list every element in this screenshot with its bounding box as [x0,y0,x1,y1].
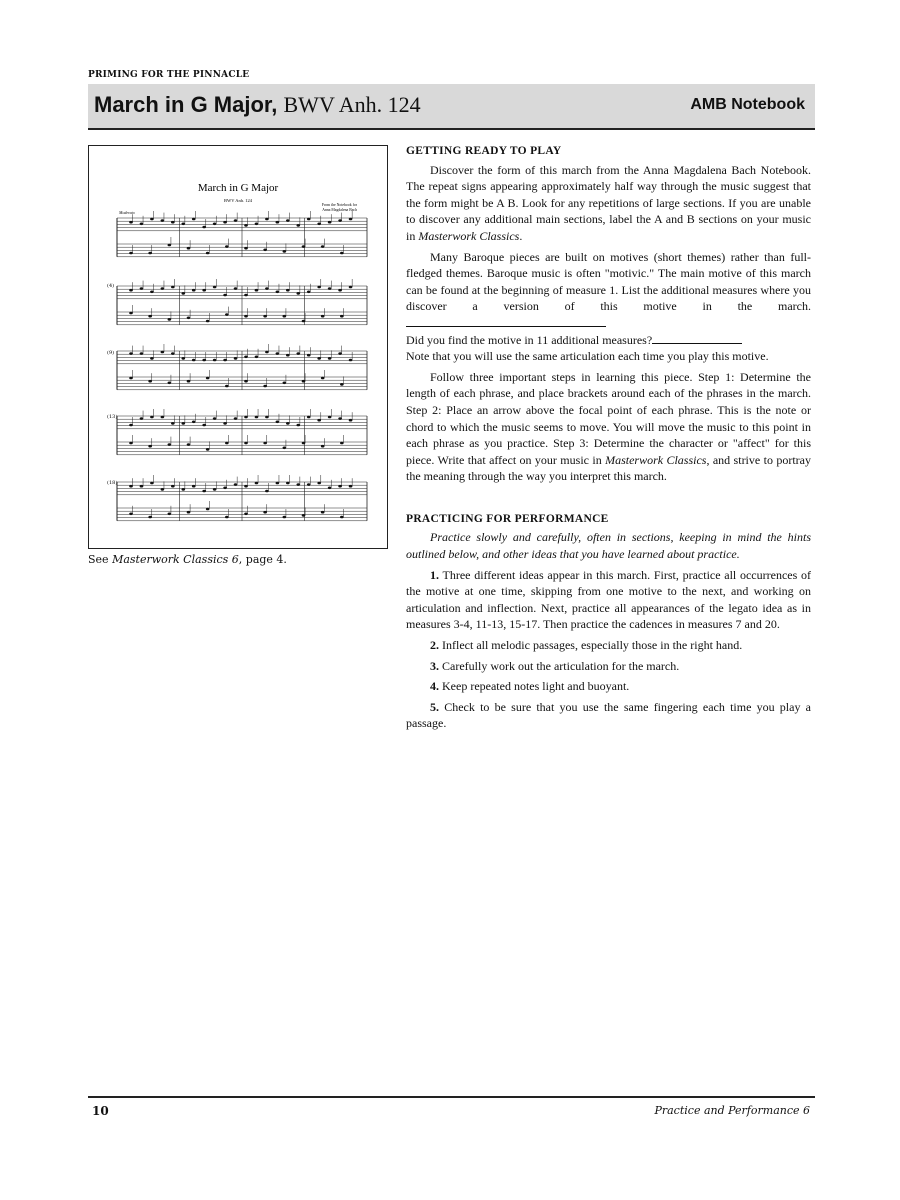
note-head [265,351,269,354]
note-head [206,252,210,255]
note-head [307,416,311,419]
note-head [168,382,172,385]
note-head [255,223,259,226]
note-head [302,245,306,248]
item-number: 3. [430,658,439,673]
caption-prefix: See [88,553,113,566]
score-image [88,145,388,549]
title-bar [88,84,815,130]
note-head [283,516,287,519]
note-head [129,289,133,292]
note-head [321,511,325,514]
note-head [338,289,342,292]
measure-number: (9) [107,350,115,356]
paragraph-text: Discover the form of this march from the Anna Magdalena Bach Notebook. The repeat signs appearing approximately half way through the music suggest that the form might be A B. Look for any repetitions of large sections. If you are unable to discover any additional main sections, label the A and B sections on your music in [406,162,811,243]
note-head [223,359,227,362]
note-head [321,315,325,318]
item-number: 2. [430,638,439,653]
note-head [296,483,300,486]
note-head [161,416,165,419]
note-head [338,352,342,355]
caption-italic: Masterwork Classics 6 [112,553,239,566]
note-head [206,508,210,511]
score-illustration [89,146,387,548]
note-head [340,442,344,445]
note-head [244,294,248,297]
note-head [148,380,152,383]
paragraph [406,162,811,245]
note-head [213,359,217,362]
note-head [265,490,269,493]
note-head [302,442,306,445]
note-head [286,482,290,485]
note-head [244,315,248,318]
note-head [140,223,144,226]
note-head [150,291,154,294]
note-head [286,422,290,425]
note-head [148,315,152,318]
section-kicker: PRIMING FOR THE PINNACLE [88,70,250,80]
note-head [202,490,206,493]
paragraph-text: Many Baroque pieces are built on motives (short themes) rather than full-fledged themes. Baroque music is often "motivic." The main motive of this march can be found at the beginning of measure 1. List the additional measures where you discover a version of this motive in the march. [406,249,811,314]
note-head [283,250,287,253]
note-head [140,287,144,290]
book-title: Practice and Performance 6 [654,1104,810,1117]
page-title [94,92,421,118]
note-head [192,485,196,488]
note-head [129,352,133,355]
practice-item [406,637,811,654]
note-head [161,488,165,491]
note-head [206,377,210,380]
note-head [328,416,332,419]
note-head [338,485,342,488]
practice-item [406,678,811,695]
note-head [129,377,133,380]
paragraph [406,249,811,365]
note-head [161,219,165,222]
paragraph-text: . [519,228,523,243]
item-number: 1. [430,567,439,582]
note-head [263,442,267,445]
answer-blank[interactable] [406,316,606,327]
score-source-1: From the Notebook for [321,203,357,207]
note-head [321,377,325,380]
note-head [234,483,238,486]
paragraph-text: , and strive to portray the meaning through the way you interpret this march. [406,452,811,484]
note-head [328,221,332,224]
note-head [283,382,287,385]
paragraph [406,369,811,485]
practice-item [406,567,811,633]
note-head [349,419,353,422]
note-head [296,292,300,295]
note-head [168,244,172,247]
score-subtitle: BWV Anh. 124 [223,198,253,203]
note-head [181,357,185,360]
score-caption [88,553,287,566]
note-head [129,312,133,315]
note-head [234,357,238,360]
note-head [265,287,269,290]
practice-item [406,699,811,732]
note-head [213,488,217,491]
note-head [181,422,185,425]
note-head [129,442,133,445]
note-head [296,224,300,227]
paragraph-italic: Masterwork Classics [418,228,520,243]
note-head [187,247,191,250]
note-head [317,482,321,485]
note-head [302,514,306,517]
note-head [317,419,321,422]
footer-rule [88,1096,815,1098]
note-head [150,218,154,221]
score-source-2: Anna Magdalena Bach [322,208,357,212]
note-head [225,313,229,316]
note-head [340,383,344,386]
note-head [225,442,229,445]
practice-item [406,658,811,675]
note-head [340,516,344,519]
note-head [244,247,248,250]
section-heading-getting-ready: GETTING READY TO PLAY [406,145,562,157]
note-head [340,315,344,318]
note-head [244,485,248,488]
paragraph-text: Note that you will use the same articulation each time you play this motive. [406,349,769,364]
note-head [317,286,321,289]
note-head [276,221,280,224]
note-head [338,219,342,222]
note-head [307,291,311,294]
item-number: 4. [430,679,439,694]
note-head [150,357,154,360]
note-head [263,249,267,252]
item-text: Three different ideas appear in this march. First, practice all occurrences of the motive at one time, skipping from one motive to the next, and working on articulation and inflection. Next, practice all appearances of the legato idea as in measures 3-4, 11-13, 15-17. Then practice the cadences in measures 7 and 20. [406,567,811,632]
note-head [328,357,332,360]
note-head [302,320,306,323]
note-head [244,442,248,445]
note-head [286,354,290,357]
note-head [161,351,165,354]
note-head [263,315,267,318]
note-head [129,221,133,224]
note-head [244,416,248,419]
measure-number: (4) [107,283,115,289]
note-head [202,289,206,292]
note-head [276,482,280,485]
note-head [296,424,300,427]
note-head [150,416,154,419]
note-head [340,252,344,255]
note-head [349,218,353,221]
note-head [171,352,175,355]
item-text: Check to be sure that you use the same fingering each time you play a passage. [406,699,812,731]
note-head [202,424,206,427]
note-head [206,448,210,451]
note-head [244,513,248,516]
note-head [181,488,185,491]
note-head [321,445,325,448]
note-head [171,422,175,425]
item-text: Keep repeated notes light and buoyant. [442,679,630,694]
note-head [129,513,133,516]
note-head [255,356,259,359]
note-head [244,224,248,227]
caption-suffix: , page 4. [238,553,287,566]
paragraph-text: Follow three important steps in learning this piece. Step 1: Determine the length of each phrase, and place brackets around each of the phrases in the march. Step 2: Place an arrow above the focal point of each phrase. This is the note or chord to which the music seems to move. You will move the music to this point in each phrase as you practice. Step 3: Determine the character or "affect" for this piece. Write that affect on your music in [406,369,811,467]
note-head [283,447,287,450]
note-head [192,289,196,292]
item-text: Inflect all melodic passages, especially those in the right hand. [442,638,743,653]
note-head [349,286,353,289]
note-head [225,385,229,388]
note-head [148,516,152,519]
note-head [263,511,267,514]
note-head [328,487,332,490]
note-head [148,445,152,448]
note-head [192,359,196,362]
note-head [234,219,238,222]
music-systems [117,211,367,521]
question-text: Did you find the motive in 11 additional measures? [406,332,653,347]
note-head [129,485,133,488]
note-head [234,287,238,290]
note-head [276,421,280,424]
note-head [140,485,144,488]
note-head [181,292,185,295]
note-head [171,221,175,224]
note-head [187,511,191,514]
note-head [307,483,311,486]
note-head [192,218,196,221]
note-head [276,291,280,294]
measure-number: (13) [107,414,118,420]
note-head [283,315,287,318]
note-head [150,482,154,485]
note-head [171,286,175,289]
note-head [225,516,229,519]
note-head [286,219,290,222]
note-head [255,482,259,485]
note-head [206,320,210,323]
spacer [406,489,811,511]
note-head [187,317,191,320]
note-head [317,223,321,226]
note-head [255,416,259,419]
note-head [307,354,311,357]
note-head [213,286,217,289]
note-head [276,352,280,355]
note-head [202,359,206,362]
note-head [168,513,172,516]
note-head [181,223,185,226]
note-head [148,252,152,255]
note-head [244,356,248,359]
note-head [161,287,165,290]
note-head [263,385,267,388]
note-head [192,421,196,424]
note-head [286,289,290,292]
text-column [406,143,811,736]
notebook-label: AMB Notebook [690,96,805,113]
note-head [223,294,227,297]
note-head [302,380,306,383]
note-head [265,416,269,419]
note-head [234,417,238,420]
note-head [317,357,321,360]
note-head [328,287,332,290]
title-catalog: BWV Anh. 124 [283,92,421,117]
note-head [223,221,227,224]
note-head [187,443,191,446]
note-head [171,485,175,488]
title-main-text: March in G Major, [94,92,278,117]
note-head [307,218,311,221]
note-head [168,318,172,321]
note-head [187,380,191,383]
section-heading-practicing: PRACTICING FOR PERFORMANCE [406,512,609,525]
paragraph-italic: Masterwork Classics [605,452,707,467]
note-head [244,380,248,383]
note-head [296,352,300,355]
note-head [321,245,325,248]
practice-intro: Practice slowly and carefully, often in sections, keeping in mind the hints outlined below, and other ideas that you have learned about practice. [406,530,811,562]
page-number: 10 [92,1104,109,1118]
item-text: Carefully work out the articulation for the march. [442,658,680,673]
note-head [140,352,144,355]
note-head [202,226,206,229]
note-head [168,443,172,446]
note-head [129,424,133,427]
note-head [223,422,227,425]
note-head [338,417,342,420]
note-head [140,417,144,420]
note-head [349,359,353,362]
note-head [213,223,217,226]
note-head [349,485,353,488]
score-title: March in G Major [197,182,279,194]
note-head [129,252,133,255]
note-head [213,417,217,420]
note-head [255,289,259,292]
score-tempo: Moderato [119,210,135,215]
measure-number: (18) [107,480,118,486]
note-head [223,487,227,490]
note-head [265,218,269,221]
answer-blank[interactable] [652,333,742,344]
note-head [225,245,229,248]
item-number: 5. [430,699,439,714]
